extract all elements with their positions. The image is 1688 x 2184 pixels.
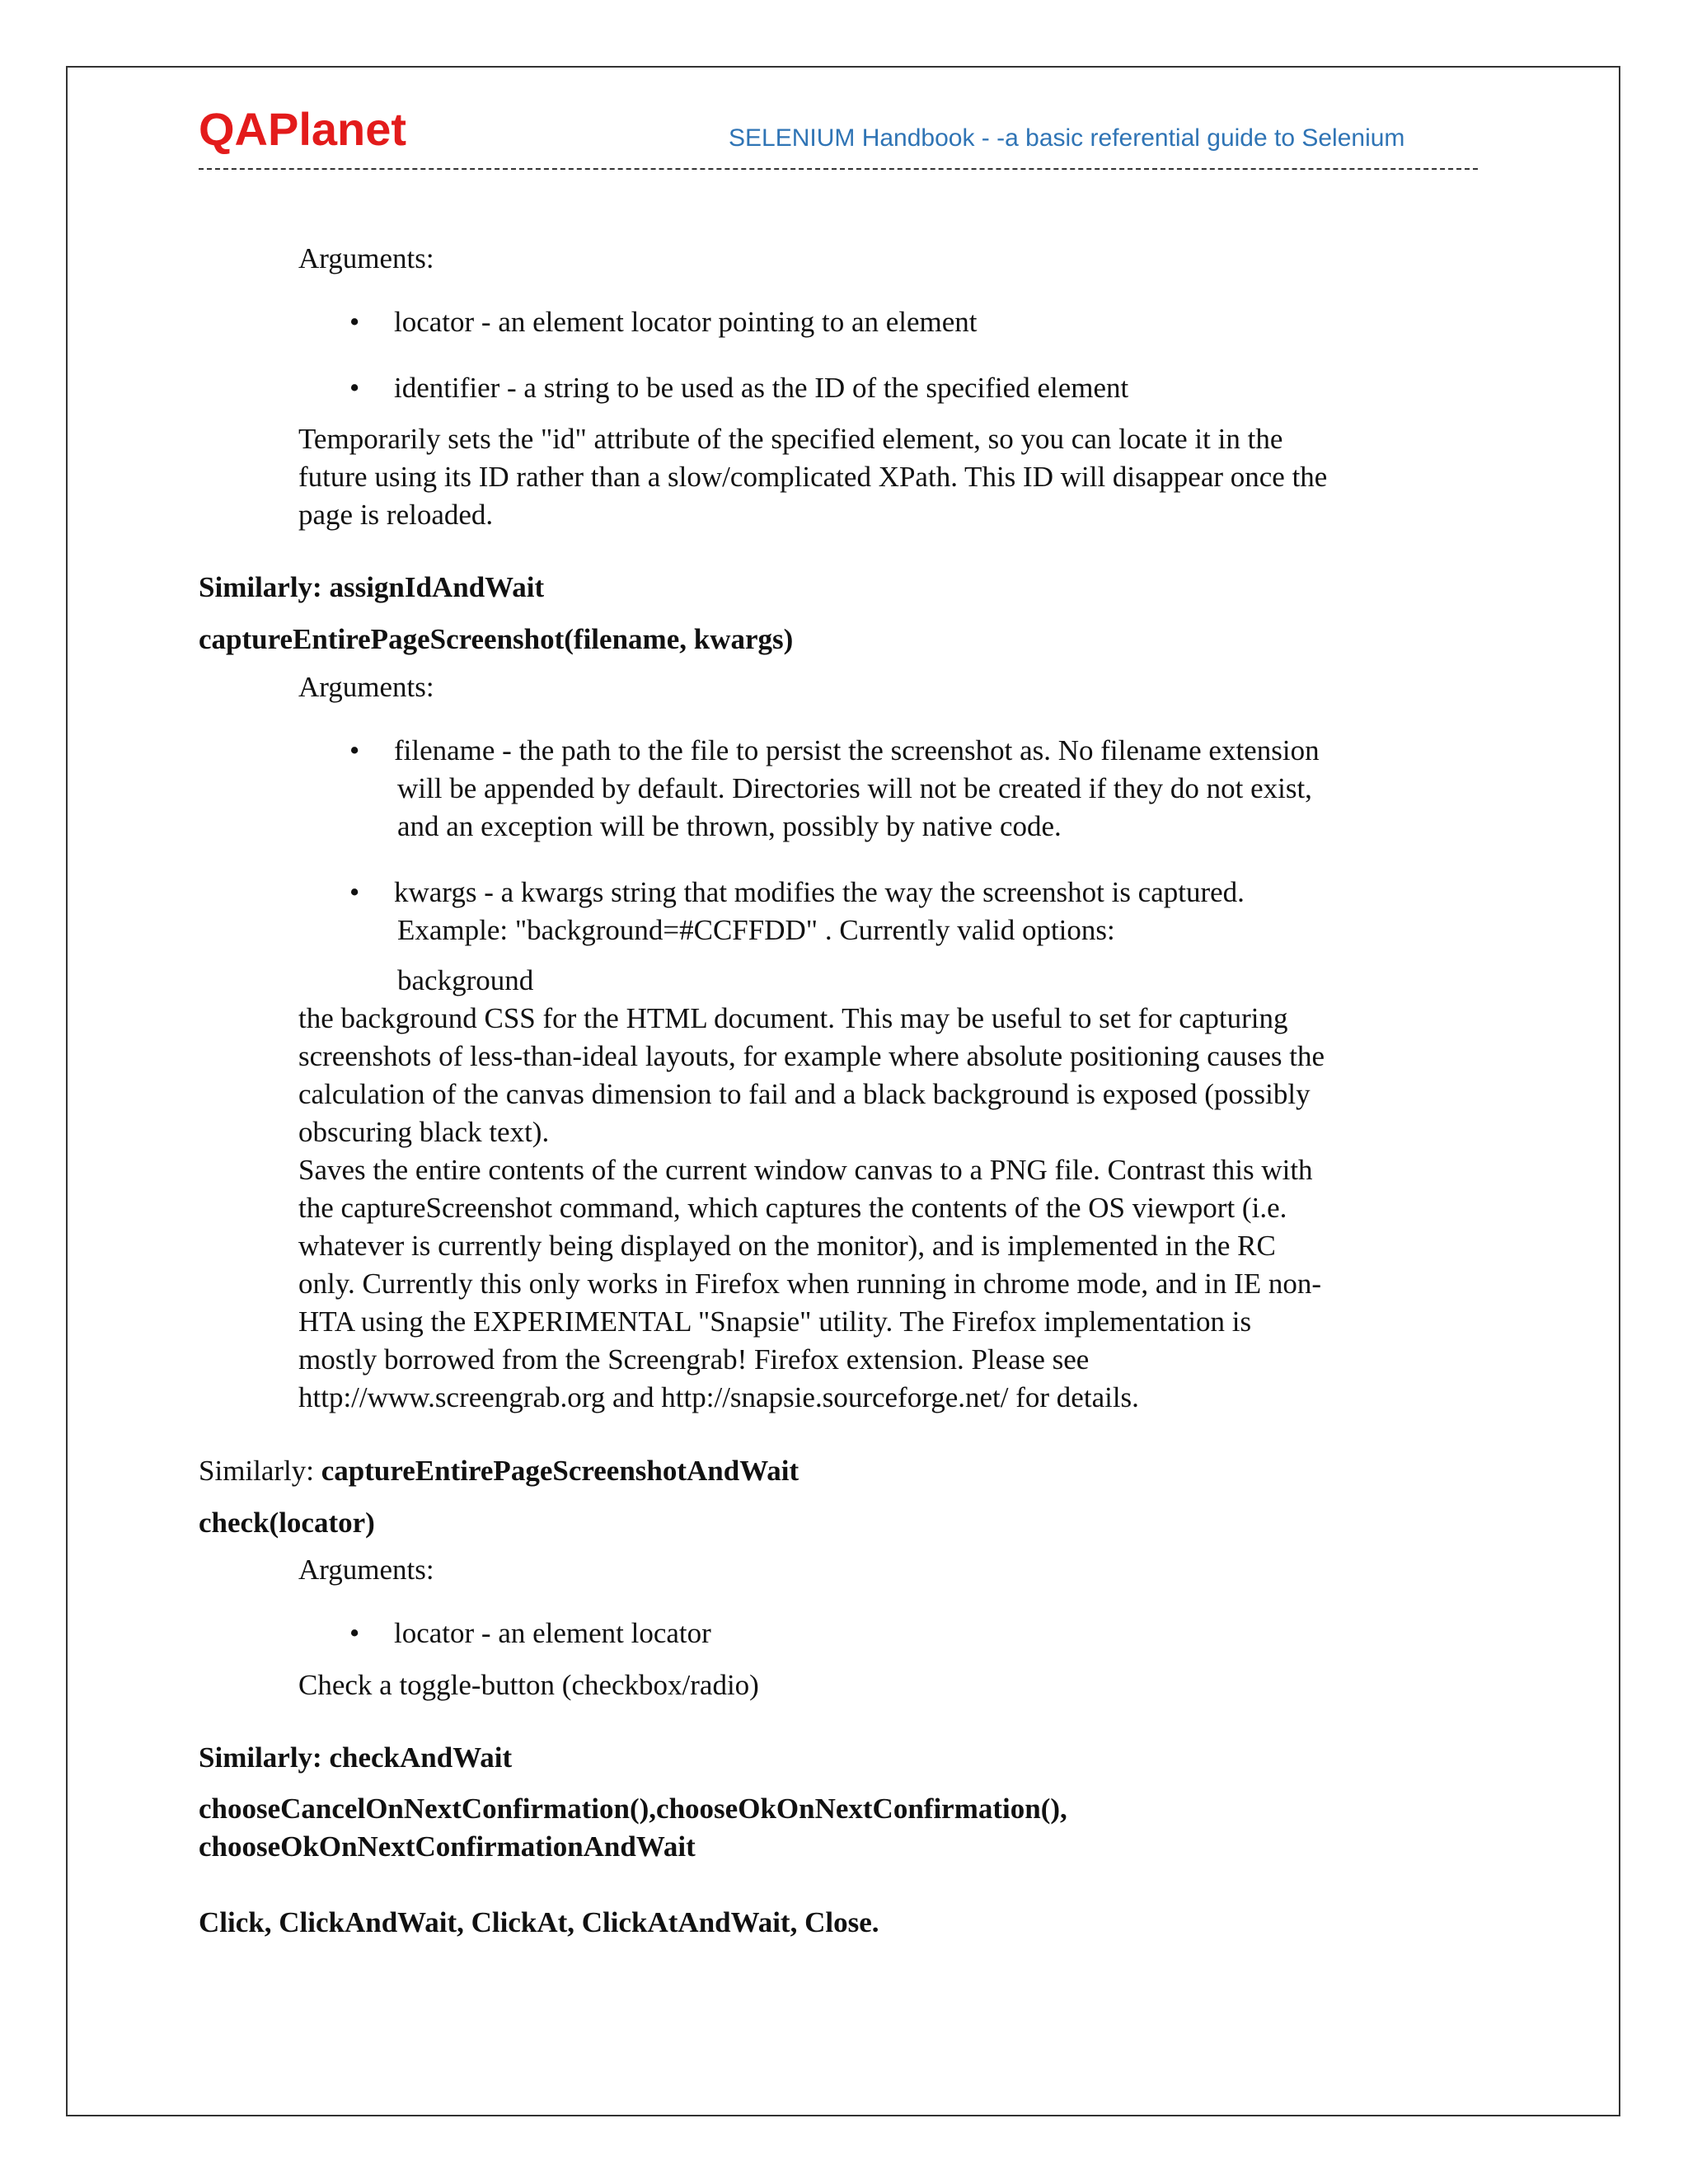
option-description-line: calculation of the canvas dimension to fail and a black background is exposed (possibly bbox=[298, 1078, 1311, 1110]
method-heading: chooseCancelOnNextConfirmation(),chooseOkOnNextConfirmation(), bbox=[199, 1793, 1067, 1825]
method-heading: captureEntirePageScreenshot(filename, kwargs) bbox=[199, 623, 794, 655]
similarly-heading: Similarly: checkAndWait bbox=[199, 1741, 513, 1774]
bullet-icon: • bbox=[349, 734, 360, 766]
description-line: Temporarily sets the "id" attribute of the specified element, so you can locate it in the bbox=[298, 423, 1283, 455]
description-line: page is reloaded. bbox=[298, 499, 494, 531]
method-heading: chooseOkOnNextConfirmationAndWait bbox=[199, 1830, 696, 1863]
method-heading: Click, ClickAndWait, ClickAt, ClickAtAndWait, Close. bbox=[199, 1906, 879, 1938]
arguments-label: Arguments: bbox=[298, 242, 434, 274]
bullet-item-continued: Example: "background=#CCFFDD" . Currently valid options: bbox=[397, 914, 1115, 946]
description-line: only. Currently this only works in Firefox when running in chrome mode, and in IE non- bbox=[298, 1268, 1322, 1300]
description-line: Saves the entire contents of the current window canvas to a PNG file. Contrast this with bbox=[298, 1154, 1313, 1186]
similarly-method-name: captureEntirePageScreenshotAndWait bbox=[321, 1455, 799, 1487]
description-line: Check a toggle-button (checkbox/radio) bbox=[298, 1669, 759, 1701]
similarly-heading bbox=[199, 1452, 799, 1490]
bullet-icon: • bbox=[349, 372, 360, 404]
option-name: background bbox=[397, 964, 534, 996]
bullet-item-continued: will be appended by default. Directories will not be created if they do not exist, bbox=[397, 772, 1312, 804]
bullet-icon: • bbox=[349, 1617, 360, 1649]
description-line: future using its ID rather than a slow/complicated XPath. This ID will disappear once the bbox=[298, 461, 1328, 493]
description-line: mostly borrowed from the Screengrab! Firefox extension. Please see bbox=[298, 1343, 1090, 1376]
option-description-line: screenshots of less-than-ideal layouts, for example where absolute positioning causes the bbox=[298, 1040, 1325, 1072]
bullet-icon: • bbox=[349, 876, 360, 908]
description-line: the captureScreenshot command, which captures the contents of the OS viewport (i.e. bbox=[298, 1192, 1287, 1224]
description-line: http://www.screengrab.org and http://snapsie.sourceforge.net/ for details. bbox=[298, 1381, 1139, 1413]
bullet-item: kwargs - a kwargs string that modifies the way the screenshot is captured. bbox=[394, 876, 1245, 908]
option-description-line: obscuring black text). bbox=[298, 1116, 550, 1148]
book-title: SELENIUM Handbook - -a basic referential guide to Selenium bbox=[729, 124, 1405, 152]
bullet-icon: • bbox=[349, 306, 360, 338]
option-description-line: the background CSS for the HTML document. This may be useful to set for capturing bbox=[298, 1002, 1288, 1034]
header-divider bbox=[199, 168, 1478, 170]
bullet-item: locator - an element locator pointing to an element bbox=[394, 306, 978, 338]
method-heading: check(locator) bbox=[199, 1507, 375, 1539]
description-line: whatever is currently being displayed on the monitor), and is implemented in the RC bbox=[298, 1230, 1276, 1262]
brand-logo-text: QAPlanet bbox=[199, 103, 407, 155]
bullet-item: identifier - a string to be used as the ID of the specified element bbox=[394, 372, 1129, 404]
arguments-label: Arguments: bbox=[298, 1554, 434, 1586]
description-line: HTA using the EXPERIMENTAL "Snapsie" utility. The Firefox implementation is bbox=[298, 1305, 1252, 1338]
arguments-label: Arguments: bbox=[298, 671, 434, 703]
bullet-item: filename - the path to the file to persist the screenshot as. No filename extension bbox=[394, 734, 1320, 766]
bullet-item: locator - an element locator bbox=[394, 1617, 711, 1649]
similarly-prefix: Similarly: bbox=[199, 1455, 321, 1487]
bullet-item-continued: and an exception will be thrown, possibly by native code. bbox=[397, 810, 1062, 842]
similarly-heading: Similarly: assignIdAndWait bbox=[199, 571, 545, 603]
